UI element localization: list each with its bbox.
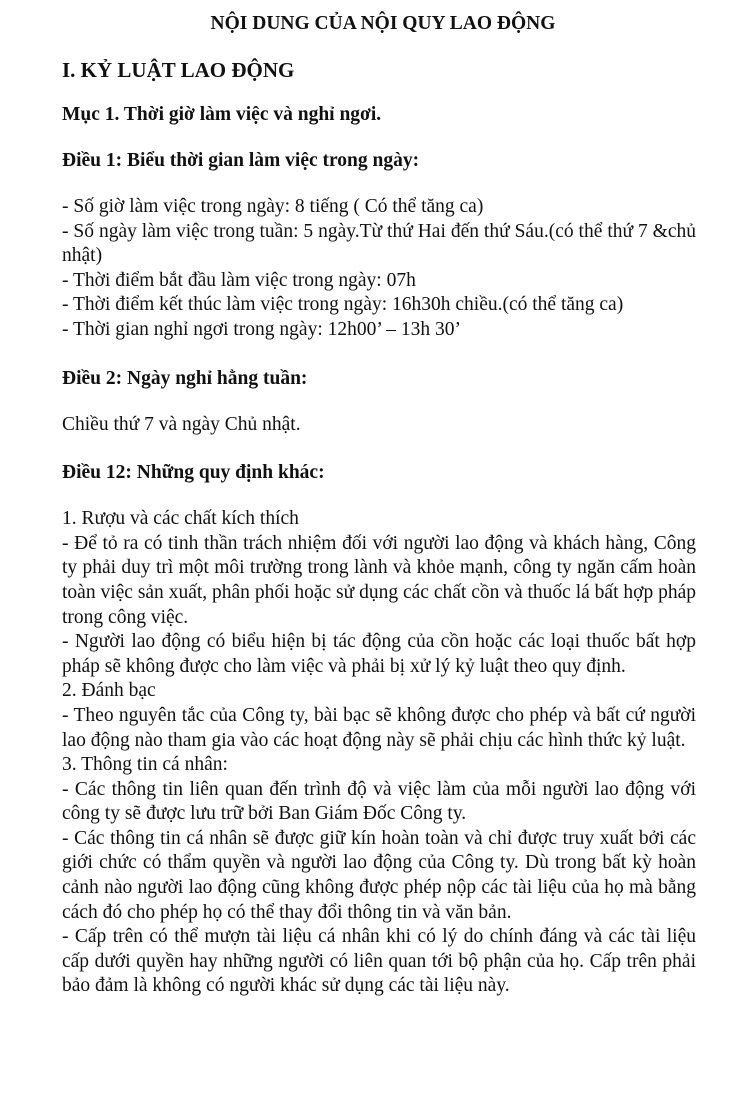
dieu-2-text: Chiều thứ 7 và ngày Chủ nhật. (62, 413, 301, 435)
paragraph: 2. Đánh bạc (62, 680, 156, 702)
paragraph: - Cấp trên có thể mượn tài liệu cá nhân khi có lý do chính đáng và các tài liệu cấp dưới quyền hay những người có liên quan tới bộ phận của họ. Cấp trên phải bảo đảm là không có người khác sử dụng các tài liệu này. (62, 926, 696, 997)
dieu-2-heading: Điều 2: Ngày nghỉ hằng tuần: (62, 367, 308, 389)
paragraph: 3. Thông tin cá nhân: (62, 754, 228, 776)
dieu-1-list (62, 195, 696, 343)
list-item: - Thời điểm bắt đầu làm việc trong ngày: 07h (62, 269, 416, 291)
paragraph: - Các thông tin cá nhân sẽ được giữ kín hoàn toàn và chỉ được truy xuất bởi các giới chức có thẩm quyền và người lao động của Công ty. Dù trong bất kỳ hoàn cảnh nào người lao động cũng không được phép nộp các tài liệu của họ mà bằng cách đó cho phép họ có thể thay đổi thông tin và văn bản. (62, 827, 696, 923)
dieu-12-heading: Điều 12: Những quy định khác: (62, 462, 325, 484)
paragraph: 1. Rượu và các chất kích thích (62, 508, 299, 530)
paragraph: - Theo nguyên tắc của Công ty, bài bạc sẽ không được cho phép và bất cứ người lao động nào tham gia vào các hoạt động này sẽ phải chịu các hình thức kỷ luật. (62, 704, 696, 751)
dieu-1-heading: Điều 1: Biểu thời gian làm việc trong ngày: (62, 150, 420, 171)
document-title: NỘI DUNG CỦA NỘI QUY LAO ĐỘNG (210, 13, 556, 34)
list-item: - Số ngày làm việc trong tuần: 5 ngày.Từ thứ Hai đến thứ Sáu.(có thể thứ 7 &chủ nhật) (62, 220, 696, 267)
dieu-12-body (62, 507, 696, 999)
section-heading: I. KỶ LUẬT LAO ĐỘNG (62, 58, 295, 82)
paragraph: - Để tỏ ra có tinh thần trách nhiệm đối với người lao động và khách hàng, Công ty phải duy trì một môi trường trong lành và khỏe mạnh, công ty ngăn cấm hoàn toàn việc sản xuất, phân phối hoặc sử dụng các chất cồn và thuốc lá bất hợp pháp trong công việc. (62, 532, 696, 628)
list-item: - Thời điểm kết thúc làm việc trong ngày: 16h30h chiều.(có thể tăng ca) (62, 294, 624, 316)
muc-1-heading: Mục 1. Thời giờ làm việc và nghỉ ngơi. (62, 104, 382, 125)
paragraph: - Người lao động có biểu hiện bị tác động của cồn hoặc các loại thuốc bất hợp pháp sẽ không được cho làm việc và phải bị xử lý kỷ luật theo quy định. (62, 631, 696, 677)
list-item: - Số giờ làm việc trong ngày: 8 tiếng ( Có thể tăng ca) (62, 196, 484, 217)
list-item: - Thời gian nghỉ ngơi trong ngày: 12h00’ – 13h 30’ (62, 318, 462, 340)
paragraph: - Các thông tin liên quan đến trình độ và việc làm của mỗi người lao động với công ty sẽ được lưu trữ bởi Ban Giám Đốc Công ty. (62, 778, 696, 825)
